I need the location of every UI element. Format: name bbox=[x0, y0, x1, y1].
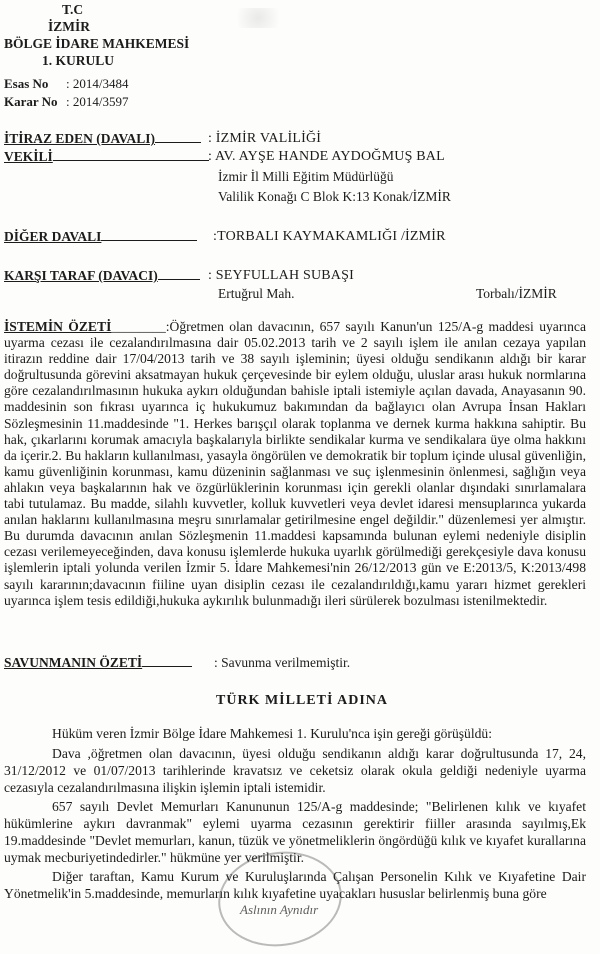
decision-number-value: : 2014/3597 bbox=[66, 94, 129, 109]
attorney-value: : AV. AYŞE HANDE AYDOĞMUŞ BAL bbox=[208, 149, 445, 164]
objector-value: : İZMİR VALİLİĞİ bbox=[208, 131, 322, 146]
scan-smudge bbox=[238, 8, 278, 28]
plaintiff-address: Ertuğrul Mah. bbox=[218, 286, 295, 301]
defense-summary-label: SAVUNMANIN ÖZETİ bbox=[4, 655, 192, 671]
defense-summary-value: : Savunma verilmemiştir. bbox=[214, 655, 351, 670]
header-court: BÖLGE İDARE MAHKEMESİ bbox=[4, 36, 190, 51]
decision-number-row bbox=[4, 94, 128, 110]
section-title: TÜRK MİLLETİ ADINA bbox=[216, 693, 389, 708]
plaintiff-district: Torbalı/İZMİR bbox=[476, 286, 557, 301]
plaintiff-value: : SEYFULLAH SUBAŞI bbox=[208, 268, 354, 283]
header-chamber: 1. KURULU bbox=[42, 53, 115, 68]
case-number-value: : 2014/3484 bbox=[66, 76, 129, 91]
verdict-paragraph-3: 657 sayılı Devlet Memurları Kanununun 125/A-g maddesinde; "Belirlenen kılık ve kıyafet hükümlerine aykırı davranmak" eylemi uyarma cezasının gerektirir fiiller arasında sayılmış,Ek 19.maddesinde "Devlet memurları, kanun, tüzük ve yönetmeliklerin öngördüğü kılık ve kıyafet kurallarına uymak mecburiyetindedirler." hükmüne yer verilmiştir. bbox=[4, 799, 586, 865]
verdict-paragraph-1: Hüküm veren İzmir Bölge İdare Mahkemesi 1. Kurulu'nca işin gereği görüşüldü: bbox=[52, 726, 492, 741]
header-country: T.C bbox=[62, 2, 84, 17]
case-number-label: Esas No bbox=[4, 76, 49, 91]
attorney-address-2: Valilik Konağı C Blok K:13 Konak/İZMİR bbox=[218, 189, 451, 204]
other-defendant-label: DİĞER DAVALI bbox=[4, 229, 197, 245]
request-summary-label: İSTEMİN ÖZETİ bbox=[4, 319, 112, 334]
objector-label: İTİRAZ EDEN (DAVALI) bbox=[4, 131, 201, 147]
case-number-row bbox=[4, 76, 128, 92]
verdict-paragraph-2: Dava ,öğretmen olan davacının, üyesi olduğu sendikanın aldığı karar doğrultusunda 17, 24, 31/12/2012 ve 01/07/2013 tarihlerinde kravatsız ve ceketsiz olarak okula geldiği nedeniyle uyarma cezasıyla cezalandırılmasına ilişkin işlemin iptali istemidir. bbox=[4, 746, 586, 795]
request-summary-text: ________:Öğretmen olan davacının, 657 sayılı Kanun'un 125/A-g maddesi uyarınca uyarma cezası ile cezalandırılmasına dair 05.02.2013 tarih ve 2 sayılı işlem ile anılan cezaya yapılan itirazın reddine dair 17/04/2013 tarih ve 38 sayılı işleminin; üyesi olduğu sendikanın aldığı bir karar doğrultusunda görevini aksatmayan hukuk çerçevesinde bir eylem olduğu, uluslar arası hukuk normlarına göre cezalandırılmasının hukuka aykırı olduğundan bahisle iptali istemiyle açılan davada, Anayasanın 90. maddesinin son fıkrası uyarınca iç hukukumuz bakımından da bağlayıcı olan Avrupa İnsan Hakları Sözleşmesinin 11.maddesinde "1. Herkes barışçıl olarak toplanma ve dernek kurma hakkına sahiptir. Bu hak, çıkarlarını korumak amacıyla başkalarıyla birlikte sendikalar kurma ve sendikalara üye olma hakkını da içerir.2. Bu hakların kullanılması, yasayla öngörülen ve demokratik bir toplum içinde ulusal güvenliğin, kamu güvenliğinin korunması, kamu düzeninin sağlanması ve suç işlenmesinin önlenmesi, sağlığın veya ahlakın veya başkalarının hak ve özgürlüklerinin korunması için gerekli olanlar dışındaki sınırlamalara tabi tutulamaz. Bu madde, silahlı kuvvetler, kolluk kuvvetleri veya devlet idaresi mensuplarınca yukarda anılan haklarını kullanılmasına meşru sınırlamalar getirilmesine engel değildir." düzenlemesi yer almıştır. Bu durumda davacının anılan Sözleşmenin 11.maddesi kapsamında bulunan eylemi nedeniyle disiplin cezası verilemeyeceğinden, dava konusu işlemlerde hukuka uyarlık görülmediği gerekçesiyle dava konusu işlemlerin iptali yolunda verilen İzmir 5. İdare Mahkemesi'nin 26/12/2013 gün ve E:2013/5, K:2013/498 sayılı kararının;davacının fiiline uyan disiplin cezası ile cezalandırıldığı,kamu yararı hizmet gerekleri uyarınca işlem tesis edildiği,hukuka aykırılık bulunmadığı ileri sürülerek bozulması istenilmektedir. bbox=[4, 319, 586, 608]
request-summary-paragraph bbox=[4, 319, 586, 609]
verdict-paragraph-4: Diğer taraftan, Kamu Kurum ve Kuruluşlarında Çalışan Personelin Kılık ve Kıyafetine Dair Yönetmelik'in 5.maddesinde, memurların kılık kıyafetine uyacakları hususlar belirlenmiş buna göre bbox=[4, 869, 586, 901]
decision-number-label: Karar No bbox=[4, 94, 58, 109]
header-city: İZMİR bbox=[48, 19, 91, 34]
other-defendant-value: :TORBALI KAYMAKAMLIĞI /İZMİR bbox=[213, 229, 446, 244]
attorney-address-1: İzmir İl Milli Eğitim Müdürlüğü bbox=[218, 169, 394, 184]
plaintiff-label: KARŞI TARAF (DAVACI) bbox=[4, 268, 200, 284]
attorney-label: VEKİLİ bbox=[4, 149, 209, 165]
stamp-signature-text: Aslının Aynıdır bbox=[240, 902, 319, 917]
